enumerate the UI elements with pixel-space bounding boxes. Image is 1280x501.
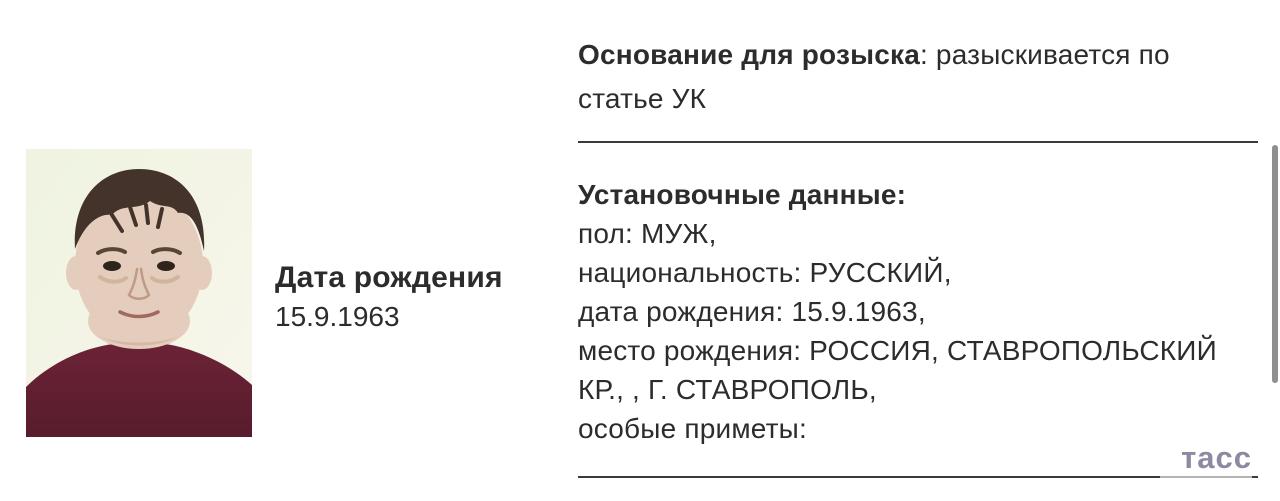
scrollbar-thumb[interactable]: [1272, 145, 1278, 383]
detail-line-birthplace: место рождения: РОССИЯ, СТАВРОПОЛЬСКИЙ КР., , Г. СТАВРОПОЛЬ,: [578, 335, 1217, 405]
detail-line-special-marks: особые приметы:: [578, 413, 807, 444]
portrait-image: [26, 149, 252, 437]
tass-watermark: тасс: [1160, 441, 1252, 481]
suspect-photo: [26, 149, 252, 437]
eye: [103, 261, 121, 271]
chin-jowls: [88, 293, 190, 349]
dob-block: [275, 258, 503, 336]
dob-label: Дата рождения: [275, 261, 503, 294]
detail-line-birthdate: дата рождения: 15.9.1963,: [578, 296, 926, 327]
reason-paragraph: [578, 33, 1210, 121]
details-section: [578, 175, 1254, 448]
details-heading: Установочные данные:: [578, 179, 907, 210]
reason-label: Основание для розыска: [578, 39, 920, 70]
dob-value: 15.9.1963: [275, 301, 400, 332]
divider-bottom: [578, 476, 1258, 478]
reason-value: : разыскивается по статье УК: [578, 39, 1170, 114]
detail-line-sex: пол: МУЖ,: [578, 218, 717, 249]
divider-top: [578, 141, 1258, 143]
detail-line-nationality: национальность: РУССКИЙ,: [578, 257, 952, 288]
eye: [157, 261, 175, 271]
